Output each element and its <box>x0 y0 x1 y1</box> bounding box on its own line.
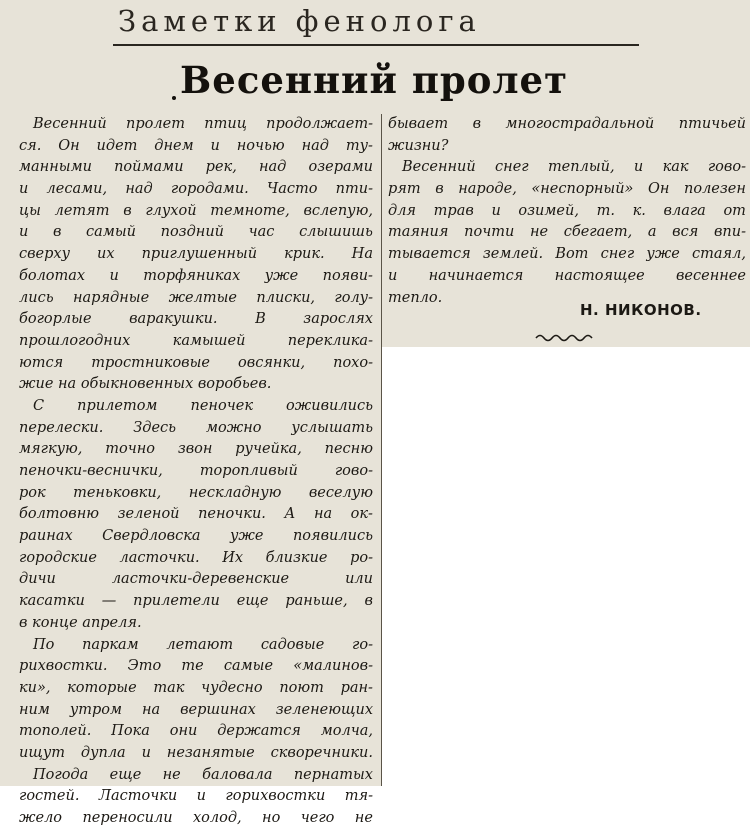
wavy-ornament-icon <box>534 330 594 342</box>
left-column-line: С прилетом пеночек оживились <box>33 397 373 414</box>
article-headline: Весенний пролет <box>180 58 568 102</box>
left-column-line: манными поймами рек, над озерами <box>19 159 373 176</box>
right-column-line: таяния почти не сбегает, а вся впи- <box>388 224 746 241</box>
right-column-line: тывается землей. Вот снег уже стаял, <box>388 246 746 263</box>
author-signature: Н. НИКОНОВ. <box>580 301 702 319</box>
left-column-line: ки», которые так чудесно поют ран- <box>19 679 373 696</box>
column-divider <box>381 114 382 786</box>
left-column-line: жие на обыкновенных воробьев. <box>19 376 272 393</box>
right-column-line: для трав и озимей, т. к. влага от <box>388 202 746 219</box>
article-column-left <box>19 114 373 830</box>
print-speck <box>172 96 176 100</box>
left-column-line: рок теньковки, нескладную веселую <box>19 484 373 501</box>
left-column-line: ним утром на вершинах зеленеющих <box>19 701 373 718</box>
left-column-line: городские ласточки. Их близкие ро- <box>19 549 373 566</box>
left-column-line: ищут дупла и незанятые скворечники. <box>19 744 373 761</box>
left-column-line: и лесами, над городами. Часто пти- <box>19 181 373 198</box>
left-column-line: жело переносили холод, но чего не <box>19 810 373 826</box>
left-column-line: прошлогодних камышей переклика- <box>19 332 373 349</box>
left-column-line: ся. Он идет днем и ночью над ту- <box>19 137 373 154</box>
left-column-line: богорлые варакушки. В зарослях <box>19 311 373 328</box>
rubric-title: Заметки фенолога <box>118 4 481 38</box>
left-column-line: цы летят в глухой темноте, вслепую, <box>19 202 373 219</box>
right-column-line: бывает в многострадальной птичьей <box>388 116 746 132</box>
left-column-line: По паркам летают садовые го- <box>33 636 373 653</box>
right-column-line: рят в народе, «неспорный» Он полезен <box>388 181 746 198</box>
left-column-line: и в самый поздний час слышишь <box>19 224 373 241</box>
left-column-line: перелески. Здесь можно услышать <box>19 419 373 436</box>
left-column-line: Весенний пролет птиц продолжает- <box>33 116 373 132</box>
left-column-line: лись нарядные желтые плиски, голу- <box>19 289 373 306</box>
article-column-right <box>388 114 746 309</box>
left-column-line: в конце апреля. <box>19 614 142 631</box>
left-column-line: ются тростниковые овсянки, похо- <box>19 354 373 371</box>
right-column-line: Весенний снег теплый, и как гово- <box>402 159 746 176</box>
rubric-underline <box>113 44 639 46</box>
left-column-line: гостей. Ласточки и горихвостки тя- <box>19 788 373 805</box>
left-column-line: раинах Свердловска уже появились <box>19 528 373 545</box>
left-column-line: сверху их приглушенный крик. На <box>19 246 373 263</box>
left-column-line: рихвостки. Это те самые «малинов- <box>19 658 373 675</box>
left-column-line: касатки — прилетели еще раньше, в <box>19 593 373 610</box>
right-column-line: жизни? <box>388 137 449 154</box>
right-column-line: тепло. <box>388 289 443 306</box>
left-column-line: пеночки-веснички, торопливый гово- <box>19 463 373 479</box>
left-column-line: болотах и торфяниках уже появи- <box>19 267 373 284</box>
left-column-line: мягкую, точно звон ручейка, песню <box>19 441 373 458</box>
left-column-line: дичи ласточки-деревенские или <box>19 571 373 588</box>
left-column-line: болтовню зеленой пеночки. А на ок- <box>19 506 373 523</box>
left-column-line: тополей. Пока они держатся молча, <box>19 723 373 740</box>
left-column-line: Погода еще не баловала пернатых <box>33 766 373 783</box>
right-column-line: и начинается настоящее весеннее <box>388 267 746 284</box>
